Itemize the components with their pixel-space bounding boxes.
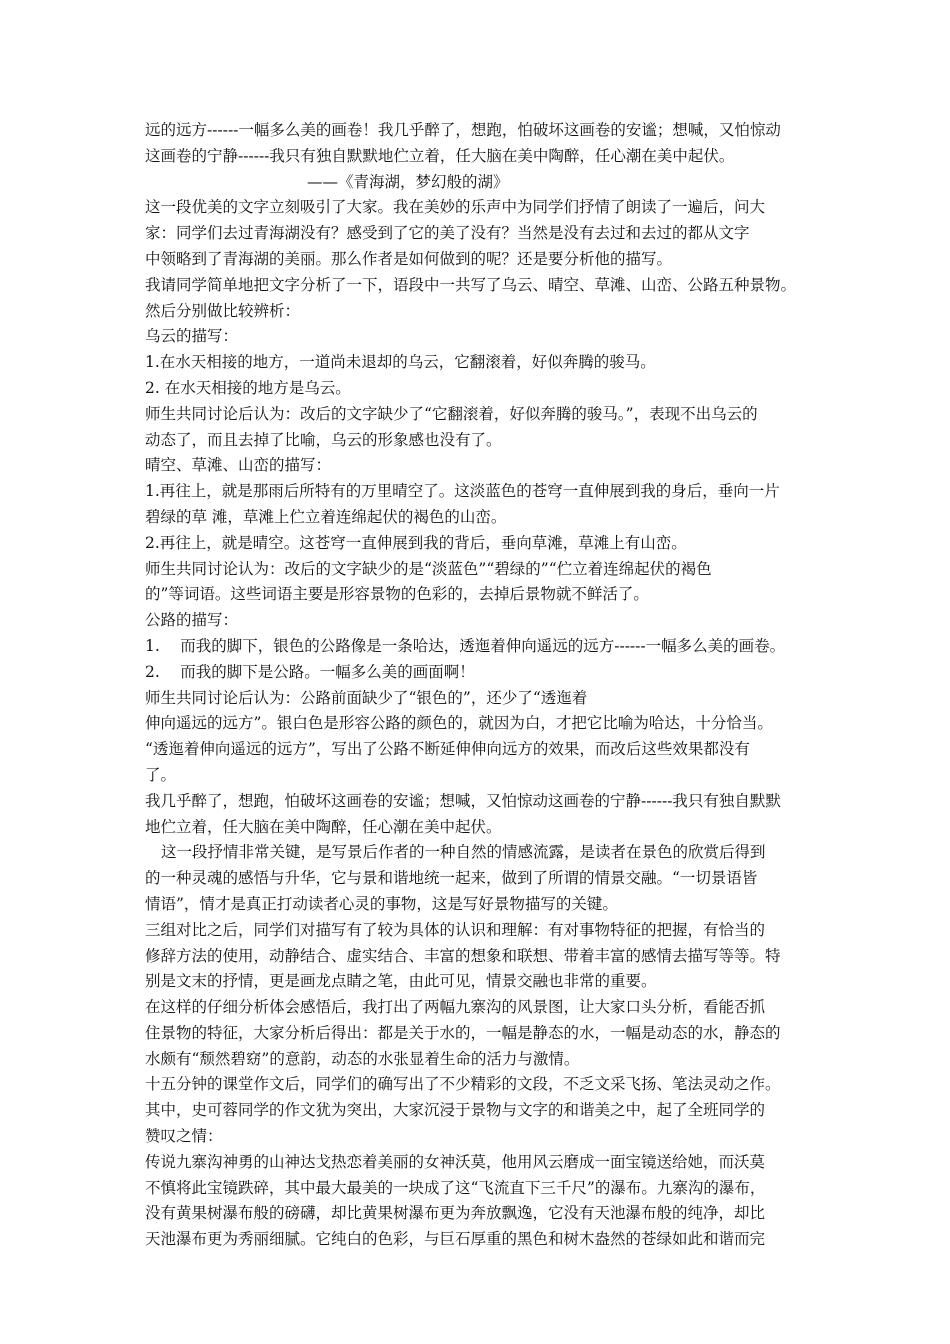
numbered-item bbox=[145, 634, 835, 660]
text-line: 远的远方------一幅多么美的画卷！我几乎醉了，想跑，怕破坏这画卷的安谧；想喊，又怕惊动 bbox=[145, 121, 781, 139]
numbered-item bbox=[145, 660, 835, 686]
text-line: 乌云的描写： bbox=[145, 327, 239, 346]
paragraph bbox=[145, 918, 835, 995]
text-line: 我请同学简单地把文字分析了一下，语段中一共写了乌云、晴空、草滩、山峦、公路五种景物。 bbox=[145, 275, 797, 294]
text-line: 别是文末的抒情，更是画龙点睛之笔，由此可见，情景交融也非常的重要。 bbox=[145, 972, 657, 991]
text-line: ——《青海湖，梦幻般的湖》 bbox=[307, 172, 509, 191]
text-line: 了。 bbox=[145, 765, 177, 784]
text-line: 师生共同讨论后认为：改后的文字缺少了“它翻滚着，好似奔腾的骏马。”，表现不出乌云的 bbox=[145, 404, 758, 423]
text-line: 然后分别做比较辨析： bbox=[145, 301, 301, 320]
text-line: 这一段抒情非常关键，是写景后作者的一种自然的情感流露，是读者在景色的欣赏后得到 bbox=[161, 843, 766, 862]
text-line: 伸向遥远的远方”。银白色是形容公路的颜色的，就因为白，才把它比喻为哈达，十分恰当。 bbox=[145, 714, 773, 733]
paragraph bbox=[145, 1150, 835, 1253]
text-line: 碧绿的草 滩，草滩上伫立着连绵起伏的褐色的山峦。 bbox=[145, 507, 507, 526]
text-line: 师生共同讨论后认为：公路前面缺少了“银色的”，还少了“透迤着 bbox=[145, 688, 588, 707]
text-line: 动态了，而且去掉了比喻，乌云的形象感也没有了。 bbox=[145, 430, 502, 449]
text-line: 1. 而我的脚下，银色的公路像是一条哈达，透迤着伸向遥远的远方------一幅多么美的画卷。 bbox=[145, 636, 786, 655]
paragraph bbox=[145, 686, 835, 712]
text-line: 其中，史可蓉同学的作文犹为突出，大家沉浸于景物与文字的和谐美之中，起了全班同学的 bbox=[145, 1101, 766, 1120]
paragraph bbox=[145, 195, 835, 272]
section-heading bbox=[145, 324, 835, 350]
paragraph bbox=[145, 402, 835, 454]
text-line: 这一段优美的文字立刻吸引了大家。我在美妙的乐声中为同学们抒情了朗读了一遍后，问大 bbox=[145, 198, 766, 217]
text-line: 公路的描写： bbox=[145, 611, 239, 630]
text-line: 家：同学们去过青海湖没有？感受到了它的美了没有？当然是没有去过和去过的都从文字 bbox=[145, 224, 750, 243]
paragraph bbox=[145, 995, 835, 1072]
text-line: 地伫立着，任大脑在美中陶醉，任心潮在美中起伏。 bbox=[145, 817, 502, 836]
text-line: 2.再往上，就是晴空。这苍穹一直伸展到我的背后，垂向草滩，草滩上有山峦。 bbox=[145, 533, 687, 552]
paragraph bbox=[145, 1072, 835, 1149]
text-line: 中领略到了青海湖的美丽。那么作者是如何做到的呢？还是要分析他的描写。 bbox=[145, 249, 673, 268]
text-line: 1.在水天相接的地方，一道尚未退却的乌云，它翻滚着，好似奔腾的骏马。 bbox=[145, 353, 656, 372]
quote-attribution bbox=[145, 170, 835, 196]
text-line: 传说九寨沟神勇的山神达戈热恋着美丽的女神沃莫，他用风云磨成一面宝镜送给她，而沃莫 bbox=[145, 1152, 766, 1171]
paragraph bbox=[145, 557, 835, 609]
text-line: 水颇有“颓然碧窈”的意韵，动态的水张显着生命的活力与激情。 bbox=[145, 1049, 580, 1068]
text-line: 师生共同讨论认为：改后的文字缺少的是“淡蓝色”“碧绿的”“伫立着连绵起伏的褐色 bbox=[145, 559, 712, 578]
paragraph bbox=[145, 273, 835, 325]
paragraph-indented bbox=[145, 840, 835, 917]
section-heading bbox=[145, 453, 835, 479]
text-line: 赞叹之情： bbox=[145, 1127, 223, 1146]
text-line: 十五分钟的课堂作文后，同学们的确写出了不少精彩的文段，不乏文采飞扬、笔法灵动之作。 bbox=[145, 1075, 781, 1094]
text-line: “透迤着伸向遥远的远方”，写出了公路不断延伸伸向远方的效果，而改后这些效果都没有 bbox=[145, 740, 750, 759]
numbered-item bbox=[145, 376, 835, 402]
paragraph bbox=[145, 789, 835, 841]
section-heading bbox=[145, 608, 835, 634]
document-body bbox=[145, 118, 835, 1253]
text-line: 天池瀑布更为秀丽细腻。它纯白的色彩，与巨石厚重的黑色和树木盎然的苍绿如此和谐而完 bbox=[145, 1230, 766, 1249]
text-line: 的”等词语。这些词语主要是形容景物的色彩的，去掉后景物就不鲜活了。 bbox=[145, 585, 649, 604]
text-line: 情语”，情才是真正打动读者心灵的事物，这是写好景物描写的关键。 bbox=[145, 894, 618, 913]
text-line: 修辞方法的使用，动静结合、虚实结合、丰富的想象和联想、带着丰富的感情去描写等等。特 bbox=[145, 946, 781, 965]
numbered-item bbox=[145, 350, 835, 376]
text-line: 我几乎醉了，想跑，怕破坏这画卷的安谧；想喊，又怕惊动这画卷的宁静------我只有独自默默 bbox=[145, 791, 781, 810]
text-line: 在这样的仔细分析体会感悟后，我打出了两幅九寨沟的风景图，让大家口头分析，看能否抓 bbox=[145, 998, 766, 1017]
text-line: 2. 在水天相接的地方是乌云。 bbox=[145, 378, 351, 397]
text-line: 住景物的特征，大家分析后得出：都是关于水的，一幅是静态的水，一幅是动态的水，静态的 bbox=[145, 1023, 781, 1042]
numbered-item bbox=[145, 479, 835, 531]
text-line: 晴空、草滩、山峦的描写： bbox=[145, 456, 332, 475]
text-line: 的一种灵魂的感悟与升华，它与景和谐地统一起来，做到了所谓的情景交融。“一切景语皆 bbox=[145, 869, 758, 888]
text-line: 没有黄果树瀑布般的磅礴，却比黄果树瀑布更为奔放飘逸，它没有天池瀑布般的纯净，却比 bbox=[145, 1204, 766, 1223]
paragraph bbox=[145, 711, 835, 788]
text-line: 2. 而我的脚下是公路。一幅多么美的画面啊！ bbox=[145, 662, 475, 681]
text-line: 这画卷的宁静------我只有独自默默地伫立着，任大脑在美中陶醉，任心潮在美中起伏。 bbox=[145, 146, 735, 165]
text-line: 不慎将此宝镜跌碎，其中最大最美的一块成了这“飞流直下三千尺”的瀑布。九寨沟的瀑布， bbox=[145, 1178, 766, 1197]
text-line: 三组对比之后，同学们对描写有了较为具体的认识和理解：有对事物特征的把握，有恰当的 bbox=[145, 920, 766, 939]
numbered-item bbox=[145, 531, 835, 557]
text-line: 1.再往上，就是那雨后所特有的万里晴空了。这淡蓝色的苍穹一直伸展到我的身后，垂向一片 bbox=[145, 482, 780, 501]
paragraph-intro-quote bbox=[145, 118, 835, 170]
